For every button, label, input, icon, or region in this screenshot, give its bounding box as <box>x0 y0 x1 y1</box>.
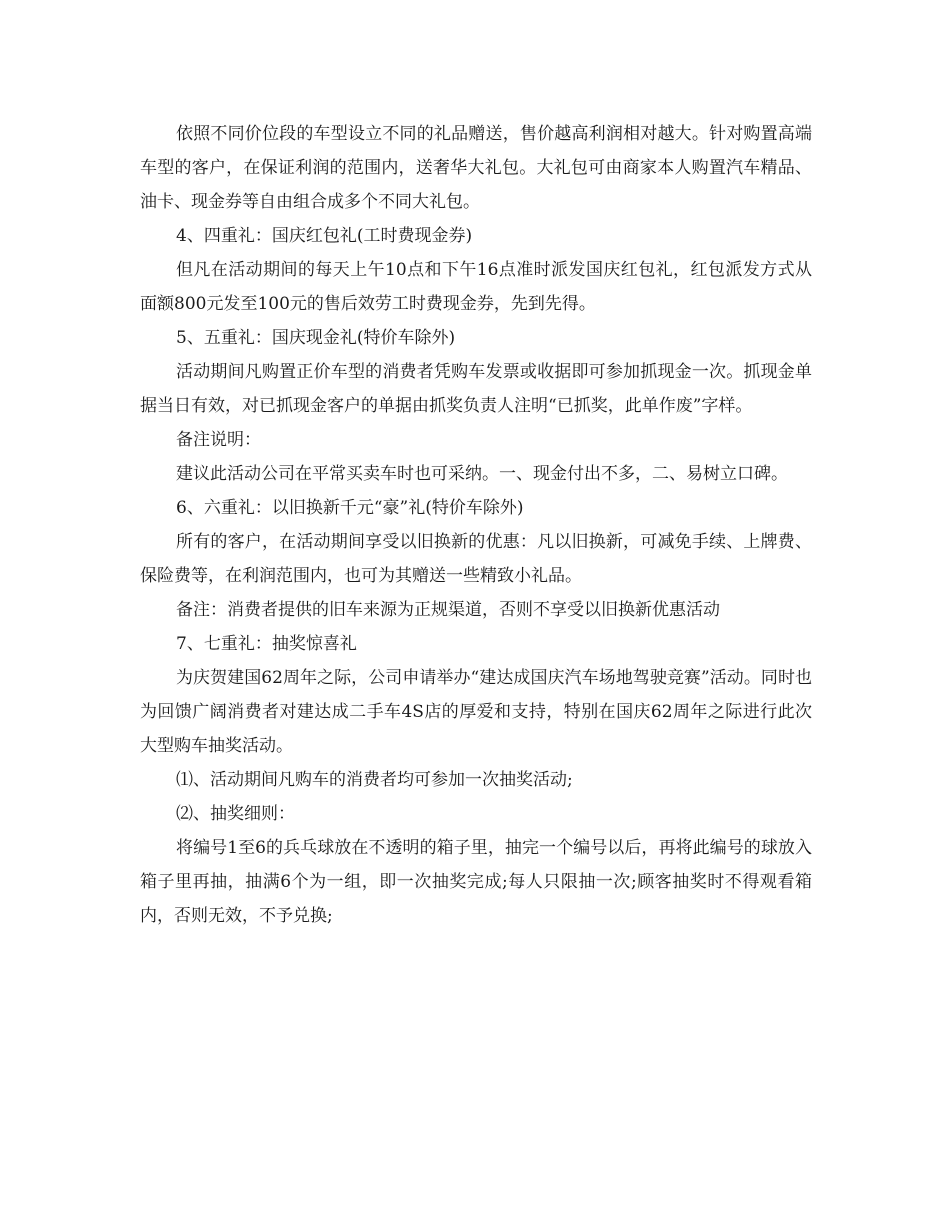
paragraph <box>140 117 812 219</box>
heading-text: 7、七重礼：抽奖惊喜礼 <box>176 634 357 654</box>
section-heading <box>140 627 812 661</box>
paragraph <box>140 831 812 933</box>
heading-text: 6、六重礼：以旧换新千元“豪”礼(特价车除外) <box>176 498 524 518</box>
paragraph <box>140 253 812 321</box>
paragraph-text: 但凡在活动期间的每天上午10点和下午16点准时派发国庆红包礼，红包派发方式从面额800元发至100元的售后效劳工时费现金券，先到先得。 <box>140 260 812 314</box>
section-heading <box>140 321 812 355</box>
paragraph <box>140 661 812 763</box>
paragraph-text: 将编号1至6的兵乓球放在不透明的箱子里，抽完一个编号以后，再将此编号的球放入箱子里再抽，抽满6个为一组，即一次抽奖完成;每人只限抽一次;顾客抽奖时不得观看箱内，否则无效，不予兑换; <box>140 838 812 926</box>
list-item-text: ⑴、活动期间凡购车的消费者均可参加一次抽奖活动; <box>176 770 573 790</box>
paragraph-text: 建议此活动公司在平常买卖车时也可采纳。一、现金付出不多，二、易树立口碑。 <box>176 464 788 484</box>
list-item <box>140 797 812 831</box>
heading-text: 4、四重礼：国庆红包礼(工时费现金券) <box>176 226 473 246</box>
section-heading <box>140 219 812 253</box>
note-paragraph <box>140 593 812 627</box>
list-item-text: ⑵、抽奖细则： <box>176 804 295 824</box>
paragraph <box>140 525 812 593</box>
paragraph-text: 活动期间凡购置正价车型的消费者凭购车发票或收据即可参加抓现金一次。抓现金单据当日有效，对已抓现金客户的单据由抓奖负责人注明“已抓奖，此单作废”字样。 <box>140 362 812 416</box>
paragraph-text: 所有的客户，在活动期间享受以旧换新的优惠：凡以旧换新，可减免手续、上牌费、保险费等，在利润范围内，也可为其赠送一些精致小礼品。 <box>140 532 812 586</box>
paragraph <box>140 355 812 423</box>
document-body <box>140 117 812 933</box>
list-item <box>140 763 812 797</box>
paragraph <box>140 457 812 491</box>
paragraph-text: 依照不同价位段的车型设立不同的礼品赠送，售价越高利润相对越大。针对购置高端车型的客户，在保证利润的范围内，送奢华大礼包。大礼包可由商家本人购置汽车精品、油卡、现金券等自由组合成多个不同大礼包。 <box>140 124 812 212</box>
note-text: 备注：消费者提供的旧车来源为正规渠道，否则不享受以旧换新优惠活动 <box>176 600 720 620</box>
note-label-text: 备注说明： <box>176 430 261 450</box>
paragraph-text: 为庆贺建国62周年之际，公司申请举办“建达成国庆汽车场地驾驶竞赛”活动。同时也为回馈广阔消费者对建达成二手车4S店的厚爱和支持，特别在国庆62周年之际进行此次大型购车抽奖活动。 <box>140 668 812 756</box>
note-label <box>140 423 812 457</box>
heading-text: 5、五重礼：国庆现金礼(特价车除外) <box>176 328 456 348</box>
section-heading <box>140 491 812 525</box>
